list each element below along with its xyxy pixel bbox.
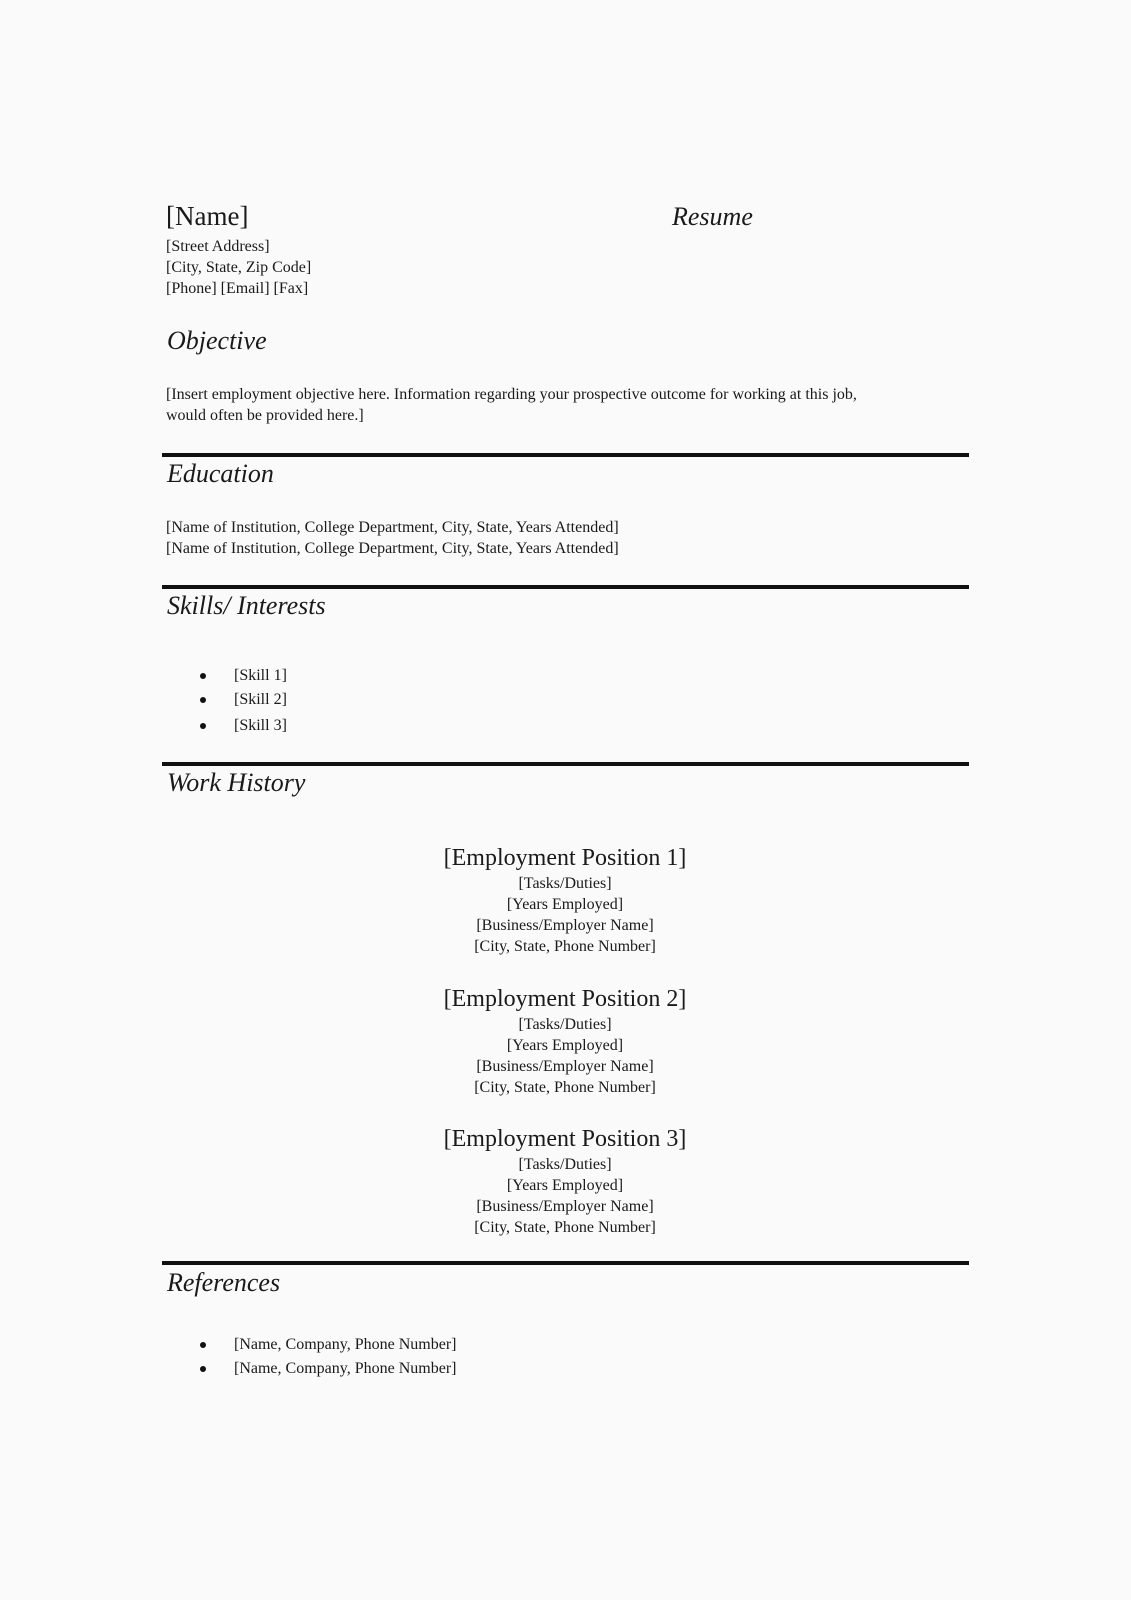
section-divider (162, 1261, 969, 1265)
job-years: [Years Employed] (506, 896, 624, 913)
city-state-zip: [City, State, Zip Code] (166, 259, 312, 276)
skills-heading: Skills/ Interests (167, 591, 326, 620)
section-divider (162, 585, 969, 589)
job-location: [City, State, Phone Number] (474, 1219, 656, 1236)
references-heading: References (167, 1268, 281, 1297)
contact-block (166, 236, 311, 299)
objective-line: [Insert employment objective here. Information regarding your prospective outcome for working at this job, (166, 386, 857, 403)
job-years: [Years Employed] (506, 1177, 624, 1194)
bullet-icon (200, 697, 206, 703)
education-entry: [Name of Institution, College Department, City, State, Years Attended] (166, 540, 619, 557)
bullet-icon (200, 723, 206, 729)
job-employer: [Business/Employer Name] (476, 1198, 654, 1215)
bullet-icon (200, 1342, 206, 1348)
job-years: [Years Employed] (506, 1037, 624, 1054)
job-location: [City, State, Phone Number] (474, 1079, 656, 1096)
objective-text (166, 384, 857, 426)
job-employer: [Business/Employer Name] (476, 917, 654, 934)
street-address: [Street Address] (166, 238, 270, 255)
objective-line: would often be provided here.] (166, 407, 364, 424)
applicant-name: [Name] (166, 201, 249, 231)
bullet-icon (200, 1366, 206, 1372)
document-title: Resume (672, 202, 753, 231)
work-history-heading: Work History (167, 768, 306, 797)
job-position: [Employment Position 3] (443, 1126, 687, 1152)
job-entry (360, 1125, 770, 1238)
job-employer: [Business/Employer Name] (476, 1058, 654, 1075)
job-location: [City, State, Phone Number] (474, 938, 656, 955)
education-list (166, 517, 619, 559)
section-divider (162, 762, 969, 766)
job-position: [Employment Position 2] (443, 986, 687, 1012)
job-tasks: [Tasks/Duties] (518, 1156, 612, 1173)
section-divider (162, 453, 969, 457)
education-entry: [Name of Institution, College Department, City, State, Years Attended] (166, 519, 619, 536)
education-heading: Education (167, 459, 274, 488)
job-position: [Employment Position 1] (443, 845, 687, 871)
resume-page: [Name] Resume [Street Address] [City, State, Zip Code] [Phone] [Email] [Fax] Objective [Insert employment objective here. Information regarding your prospective outcome for working at this job, would often be provided here.] Education [Name of Institution, College Department, City, State, Years Attended] [Name of Institution, College Department, City, State, Years Attended] Skills/ Interests [Skill 1] [Skill 2] [Skill 3] Work History [Employment Position 1] [Tasks/Duties] [Years Employed] [Business/Employer Name] [City, State, Phone Number] [Employment Position 2] [Tasks/Duties] [Years Employed] [Business/Employer Name] [City, State, Phone Number] [Employment Position 3] [Tasks/Duties] [Years Employed] [Business/Employer Name] [City, State, Phone Number] References [Name, Company, Phone Number] [Name, Company, Phone Number] (0, 0, 1131, 1600)
job-tasks: [Tasks/Duties] (518, 875, 612, 892)
phone-email-fax: [Phone] [Email] [Fax] (166, 280, 309, 297)
job-entry (360, 985, 770, 1098)
objective-heading: Objective (167, 326, 267, 355)
job-entry (360, 844, 770, 957)
bullet-icon (200, 673, 206, 679)
job-tasks: [Tasks/Duties] (518, 1016, 612, 1033)
